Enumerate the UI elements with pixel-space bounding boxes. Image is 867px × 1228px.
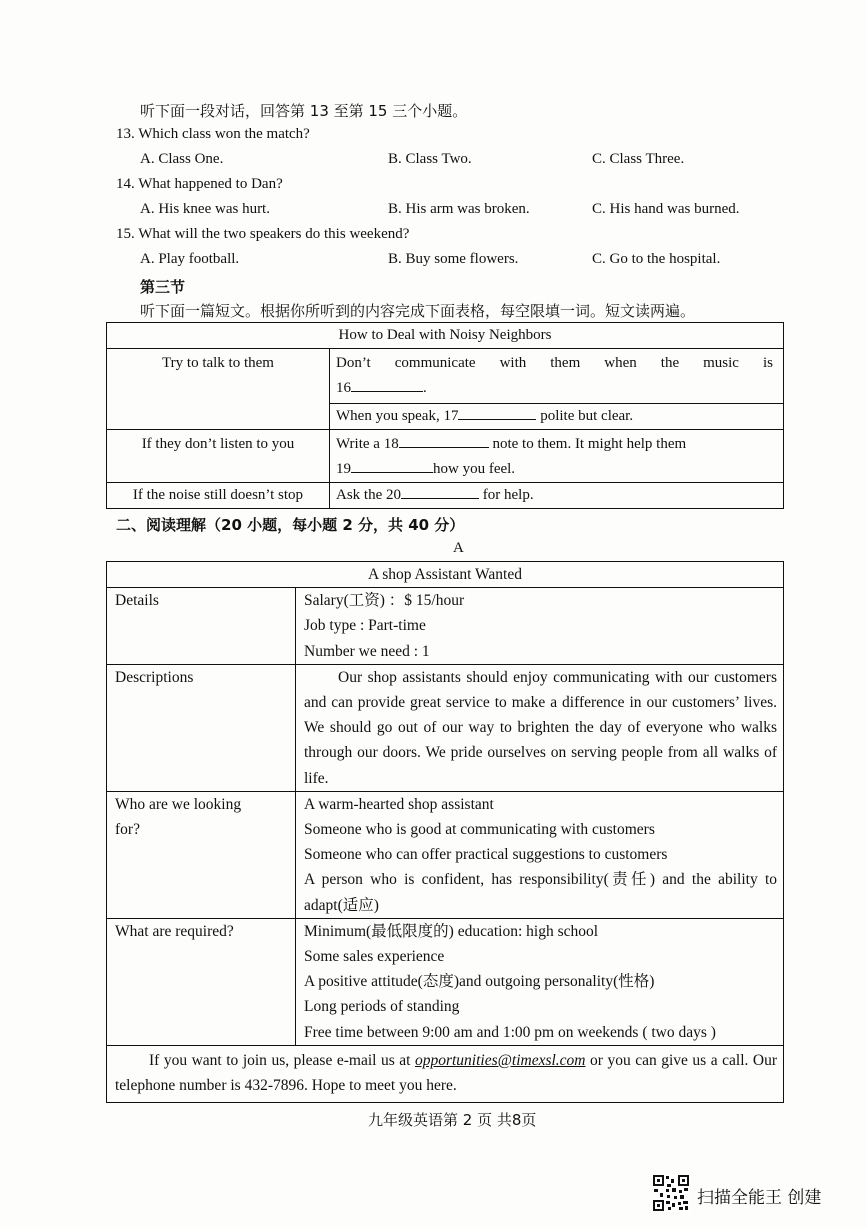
looking-item: Someone who can offer practical suggestions to customers: [304, 846, 668, 864]
blank-16-number: 16: [336, 380, 351, 396]
instruction-dialogue: 听下面一段对话，回答第 13 至第 15 三个小题。: [140, 102, 468, 120]
table1-row2-line2: [336, 457, 773, 482]
table1-row3-pre: Ask the 20: [336, 487, 401, 503]
question-15-stem: 15. What will the two speakers do this weekend?: [116, 226, 410, 242]
blank-16[interactable]: [351, 378, 423, 392]
descriptions-cell: [296, 664, 784, 791]
scanner-watermark: 扫描全能王 创建: [697, 1188, 822, 1208]
table1-row3-label: If the noise still doesn’t stop: [107, 483, 330, 509]
footer-text-post: or you can give us a call. Our telephone number is 432-7896. Hope to meet you here.: [115, 1051, 777, 1095]
q14-option-b: B. His arm was broken.: [388, 201, 530, 217]
q15-option-c: C. Go to the hospital.: [592, 251, 721, 267]
table1-row3-post: for help.: [482, 487, 534, 503]
looking-label: Who are we looking for?: [107, 791, 296, 918]
required-item: Free time between 9:00 am and 1:00 pm on weekends ( two days ): [304, 1023, 716, 1041]
q14-option-a: A. His knee was hurt.: [140, 201, 270, 217]
details-label: Details: [107, 588, 296, 665]
table1-row1-label: Try to talk to them: [107, 349, 330, 430]
section-3-heading: 第三节: [140, 278, 186, 296]
descriptions-text: Our shop assistants should enjoy communicating with our customers and can provide great service to make a difference in our customers’ lives. We should go out of our way to brighten the day of everyone who walks through our doors. We pride ourselves on serving people from all walks of life.: [304, 668, 777, 787]
job-ad-footer: [107, 1045, 784, 1102]
details-cell: [296, 588, 784, 665]
table1-row1-line3-pre: When you speak, 17: [336, 408, 459, 424]
required-cell: [296, 918, 784, 1045]
required-item: A positive attitude(态度)and outgoing personality(性格): [304, 973, 655, 991]
detail-salary: Salary(工资) ：$ 15/hour: [304, 592, 465, 610]
page-footer: 九年级英语第 2 页 共8页: [368, 1111, 537, 1129]
looking-cell: [296, 791, 784, 918]
table1-row1b-cell: [330, 404, 784, 430]
q13-option-b: B. Class Two.: [388, 151, 472, 167]
passage-label: A: [453, 540, 464, 556]
q14-option-c: C. His hand was burned.: [592, 201, 740, 217]
table1-blank16-line: 16 .: [336, 380, 427, 396]
q13-option-c: C. Class Three.: [592, 151, 685, 167]
table1-row1-cell: [330, 349, 784, 404]
required-item: Long periods of standing: [304, 998, 460, 1016]
qr-code-icon: [652, 1174, 690, 1212]
job-ad-table: [106, 561, 784, 1103]
required-item: Minimum(最低限度的) education: high school: [304, 922, 599, 940]
blank-20[interactable]: [401, 485, 479, 499]
detail-job-type: Job type : Part-time: [304, 617, 426, 635]
job-ad-title: A shop Assistant Wanted: [107, 562, 784, 588]
noisy-neighbors-table: [106, 322, 784, 509]
contact-email-link[interactable]: opportunities@timexsl.com: [414, 1051, 586, 1069]
blank-17[interactable]: [458, 406, 536, 420]
blank-19-number: 19: [336, 461, 351, 477]
table1-row2-cell: [330, 430, 784, 483]
table1-row3-cell: [330, 483, 784, 509]
blank-18[interactable]: [399, 434, 489, 448]
table1-row1-line1: Don’t communicate with them when the music is: [336, 355, 773, 371]
looking-item: A warm-hearted shop assistant: [304, 795, 494, 813]
table1-row1-line3-post: polite but clear.: [540, 408, 634, 424]
looking-item: Someone who is good at communicating with customers: [304, 821, 655, 839]
required-label: What are required?: [107, 918, 296, 1045]
table1-row2-line1: [336, 432, 773, 457]
question-14-stem: 14. What happened to Dan?: [116, 176, 283, 192]
detail-number: Number we need : 1: [304, 642, 430, 660]
descriptions-label: Descriptions: [107, 664, 296, 791]
blank-19[interactable]: [351, 459, 433, 473]
question-13-stem: 13. Which class won the match?: [116, 126, 310, 142]
q15-option-a: A. Play football.: [140, 251, 240, 267]
instruction-passage: 听下面一篇短文。根据你所听到的内容完成下面表格，每空限填一词。短文读两遍。: [140, 302, 696, 320]
reading-heading: 二、阅读理解（20 小题，每小题 2 分，共 40 分）: [116, 516, 465, 534]
table1-row2-label: If they don’t listen to you: [107, 430, 330, 483]
table1-row2-line1-post: note to them. It might help them: [492, 436, 687, 452]
required-item: Some sales experience: [304, 948, 445, 966]
table1-row2-line1-pre: Write a 18: [336, 436, 399, 452]
table1-row2-line2-post: how you feel.: [433, 461, 516, 477]
looking-item: A person who is confident, has responsibility(责任) and the ability to adapt(适应): [304, 871, 777, 914]
table1-title: How to Deal with Noisy Neighbors: [107, 323, 784, 349]
footer-text-pre: If you want to join us, please e-mail us at: [149, 1051, 415, 1069]
q13-option-a: A. Class One.: [140, 151, 224, 167]
q15-option-b: B. Buy some flowers.: [388, 251, 519, 267]
